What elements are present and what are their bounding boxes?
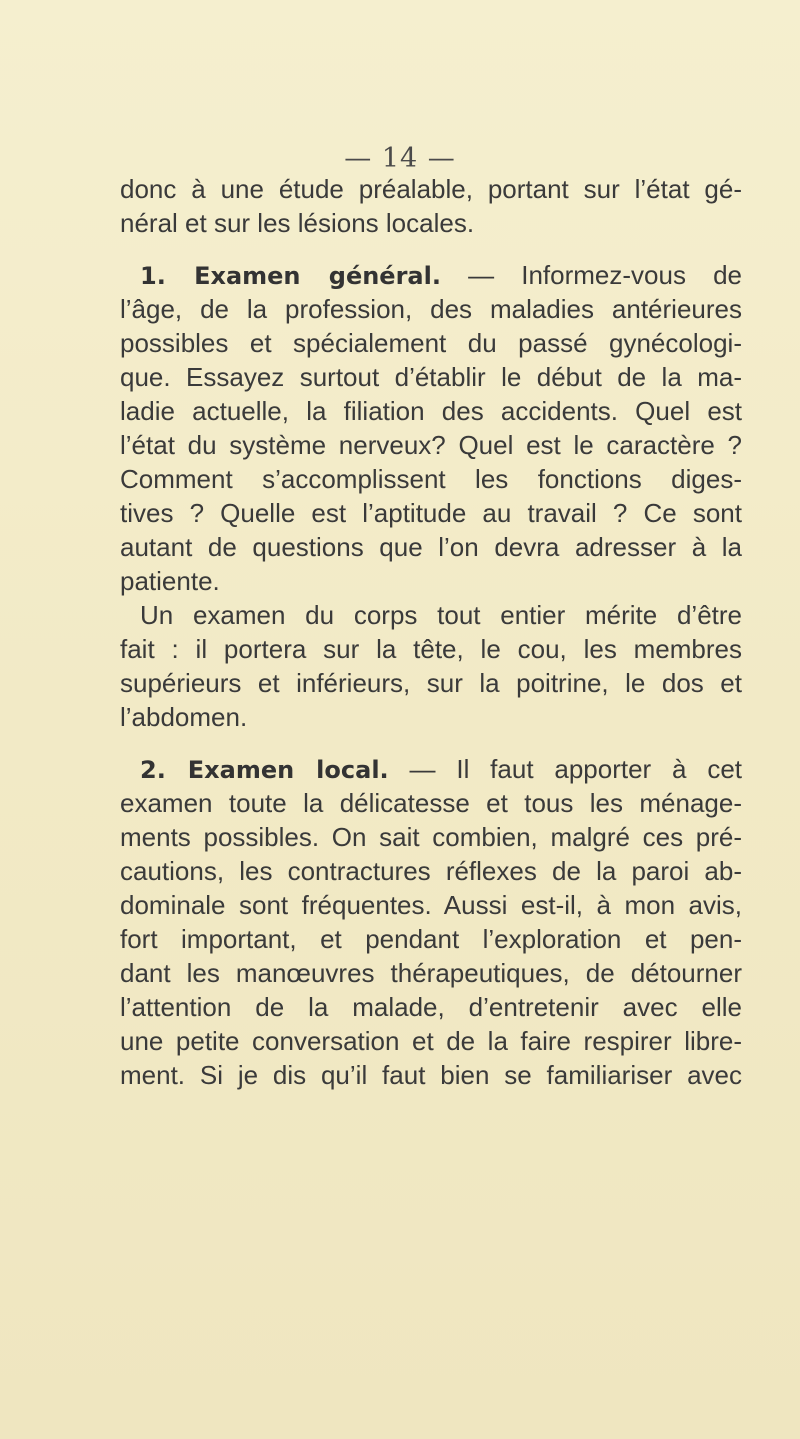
text-line: ladie actuelle, la filiation des accidents. Quel est xyxy=(120,396,742,426)
text-line: fait : il portera sur la tête, le cou, les membres xyxy=(120,634,742,664)
text-line: dant les manœuvres thérapeutiques, de détourner xyxy=(120,958,742,988)
text-line: ments possibles. On sait combien, malgré ces pré- xyxy=(120,822,742,852)
text-line-rest: — Il faut apporter à cet xyxy=(409,754,743,784)
text-line: examen toute la délicatesse et tous les ménage- xyxy=(120,788,742,818)
text-line: néral et sur les lésions locales. xyxy=(120,208,475,238)
text-line: l’état du système nerveux? Quel est le caractère ? xyxy=(120,430,742,460)
text-line: l’attention de la malade, d’entretenir avec elle xyxy=(120,992,742,1022)
text-line: que. Essayez surtout d’établir le début de la ma- xyxy=(120,362,742,392)
text-line: supérieurs et inférieurs, sur la poitrine, le dos et xyxy=(120,668,742,698)
section-heading-line xyxy=(120,752,742,786)
text-line: l’âge, de la profession, des maladies antérieures xyxy=(120,294,742,324)
text-line: tives ? Quelle est l’aptitude au travail ? Ce sont xyxy=(120,498,742,528)
body-text xyxy=(120,172,742,1092)
paragraph-gap xyxy=(120,734,742,752)
text-line: dominale sont fréquentes. Aussi est-il, à mon avis, xyxy=(120,890,742,920)
text-line: possibles et spécialement du passé gynécologi- xyxy=(120,328,742,358)
section-heading-line xyxy=(120,258,742,292)
text-line: patiente. xyxy=(120,566,220,596)
text-line: l’abdomen. xyxy=(120,702,248,732)
text-line: cautions, les contractures réflexes de la paroi ab- xyxy=(120,856,742,886)
text-line-rest: — Informez-vous de xyxy=(468,260,742,290)
paragraph-gap xyxy=(120,240,742,258)
text-line: Un examen du corps tout entier mérite d’être xyxy=(140,600,742,630)
text-line: ment. Si je dis qu’il faut bien se familiariser avec xyxy=(120,1060,742,1090)
text-line: une petite conversation et de la faire respirer libre- xyxy=(120,1026,742,1056)
section-heading: 1. Examen général. xyxy=(140,262,441,290)
text-line: autant de questions que l’on devra adresser à la xyxy=(120,532,742,562)
section-heading: 2. Examen local. xyxy=(140,756,389,784)
text-line: Comment s’accomplissent les fonctions diges- xyxy=(120,464,742,494)
text-line: fort important, et pendant l’exploration et pen- xyxy=(120,924,742,954)
page-number: — 14 — xyxy=(344,143,456,174)
text-line: donc à une étude préalable, portant sur l’état gé- xyxy=(120,174,742,204)
